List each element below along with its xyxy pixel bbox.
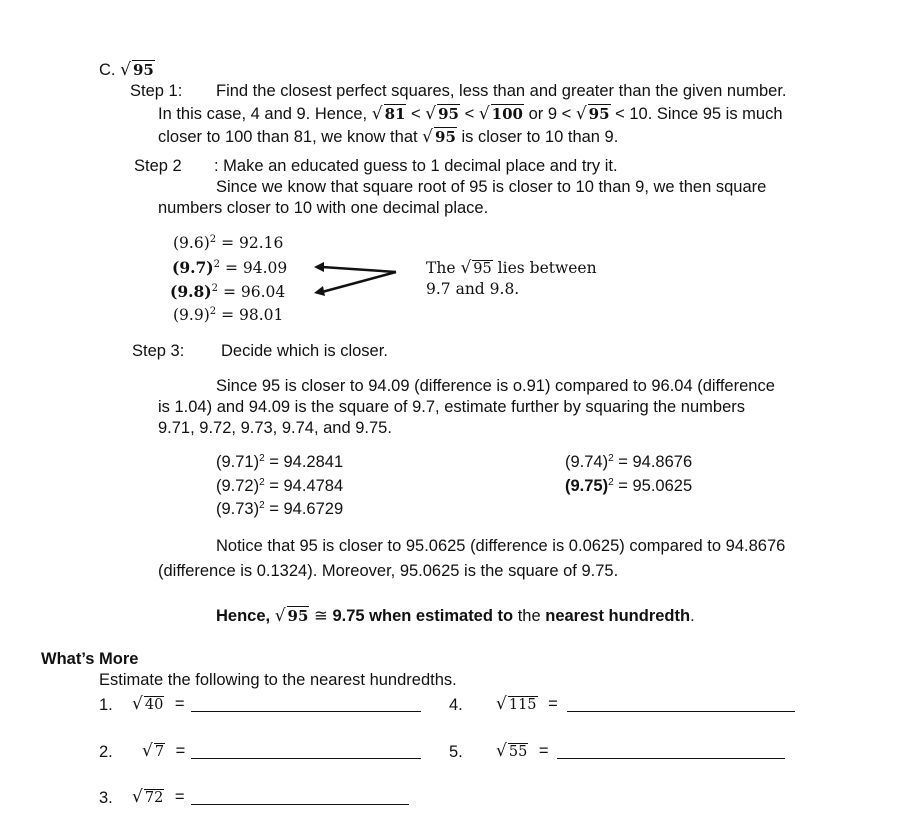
step1-heading: [130, 82, 182, 101]
sqrt-95-hence: √ 95: [274, 606, 309, 626]
step3-para1: Since 95 is closer to 94.09 (difference is o.91) compared to 96.04 (difference: [216, 377, 775, 395]
exercise-item-4: 4.: [449, 696, 463, 714]
between-note: The √ 95 lies between: [426, 258, 597, 278]
part-c-heading: [99, 60, 155, 80]
exercise-3-expr: √ 72 =: [132, 787, 185, 807]
step1-line2: [158, 104, 783, 124]
exercise-item-1: 1.: [99, 696, 113, 714]
square-row: $(9.75)^2 = 95.0625$: [565, 477, 693, 495]
square-row: $(9.6)^2 = 92.16$: [173, 234, 284, 252]
whats-more-title: What’s More: [41, 650, 139, 668]
lt-sign: <: [464, 105, 475, 123]
exercise-4-expr: √ 115 =: [496, 694, 558, 714]
answer-blank-4[interactable]: [567, 697, 795, 712]
step1-line3: [158, 127, 618, 147]
exercise-item-2: 2.: [99, 743, 113, 761]
square-row: $(9.8)^2 = 96.04$: [170, 282, 286, 301]
sqrt-95: √ 95: [425, 104, 459, 124]
step2-label: Step 2: [134, 157, 182, 175]
sqrt-95-note: √ 95: [460, 258, 492, 278]
answer-blank-5[interactable]: [557, 744, 785, 759]
step1-title: Find the closest perfect squares, less than and greater than the given number.: [216, 82, 787, 100]
exercise-1-expr: √ 40 =: [132, 694, 185, 714]
whats-more-instruction: Estimate the following to the nearest hundredths.: [99, 671, 457, 689]
notice-line1: Notice that 95 is closer to 95.0625 (difference is 0.0625) compared to 94.8676: [216, 537, 786, 555]
step3-para2: is 1.04) and 94.09 is the square of 9.7, estimate further by squaring the numbers: [158, 398, 746, 416]
exercise-item-5: 5.: [449, 743, 463, 761]
step1-line2-text: In this case, 4 and 9. Hence,: [158, 105, 368, 123]
part-c-radical: √ 95: [120, 60, 154, 80]
square-row: $(9.73)^2 = 94.6729$: [216, 500, 344, 518]
exercise-2-expr: √ 7 =: [142, 741, 186, 761]
sqrt-81: √ 81: [371, 104, 406, 124]
sqrt-95: √ 95: [575, 104, 610, 124]
answer-blank-3[interactable]: [191, 790, 409, 805]
step3-title: Decide which is closer.: [221, 342, 388, 360]
part-c-label: C.: [99, 61, 116, 79]
or-9-text: or 9 <: [528, 105, 572, 123]
lt-sign: <: [411, 105, 421, 123]
square-row: $(9.74)^2 = 94.8676$: [565, 453, 693, 471]
step2-line3: numbers closer to 10 with one decimal place.: [158, 199, 489, 217]
step3-para3: 9.71, 9.72, 9.73, 9.74, and 9.75.: [158, 419, 392, 437]
step1-line3-text: closer to 100 than 81, we know that: [158, 128, 418, 146]
exercise-5-expr: √ 55 =: [496, 741, 549, 761]
sqrt-95: √ 95: [422, 127, 456, 147]
step3-label: Step 3:: [132, 342, 185, 360]
square-row: $(9.9)^2 = 98.01$: [173, 306, 284, 324]
square-row: $(9.7)^2 = 94.09$: [172, 258, 288, 277]
exercise-item-3: 3.: [99, 789, 113, 807]
hence-line: Hence, √ 95 ≅ 9.75 when estimated to the nearest hundredth.: [216, 606, 695, 626]
step2-line2: Since we know that square root of 95 is closer to 10 than 9, we then square: [216, 178, 767, 196]
lt10-text: < 10. Since 95 is much: [615, 105, 783, 123]
step1-label: Step 1:: [130, 82, 183, 100]
between-note-line2: 9.7 and 9.8.: [426, 280, 520, 298]
step1-line3-end: is closer to 10 than 9.: [461, 128, 619, 146]
answer-blank-2[interactable]: [191, 744, 421, 759]
pointer-arrows: [310, 260, 400, 300]
sqrt-100: √ 100: [478, 104, 523, 124]
answer-blank-1[interactable]: [191, 697, 421, 712]
step2-title: : Make an educated guess to 1 decimal place and try it.: [214, 157, 618, 175]
notice-line2: (difference is 0.1324). Moreover, 95.0625 is the square of 9.75.: [158, 562, 619, 580]
square-row: $(9.72)^2 = 94.4784$: [216, 477, 344, 495]
square-row: $(9.71)^2 = 94.2841$: [216, 453, 344, 471]
